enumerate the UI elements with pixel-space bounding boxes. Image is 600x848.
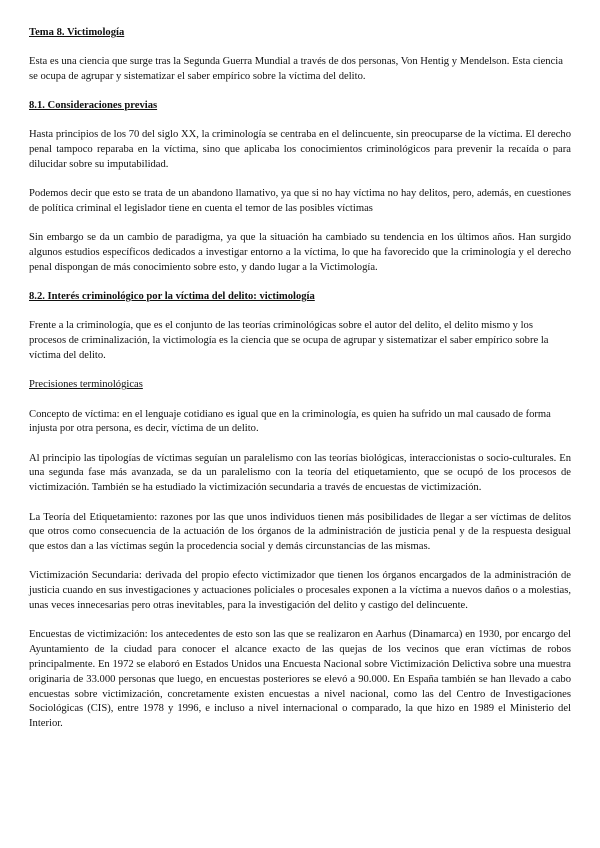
paragraph: Al principio las tipologías de víctimas seguían un paralelismo con las teorías biológicas, interaccionistas o socio-culturales. En una segunda fase más avanzada, se da un paralelismo con la teoría del etiquetamiento, que se ocupó de los procesos de victimización. También se ha estudiado la victimización secundaria a través de encuestas de victimización. [29, 452, 571, 494]
subheading-precisiones: Precisiones terminológicas [29, 379, 143, 391]
paragraph: Sin embargo se da un cambio de paradigma, ya que la situación ha cambiado su tendencia en los últimos años. Han surgido algunos estudios específicos dedicados a investigar entorno a la víctima, lo que ha favorecido que la criminología y el derecho penal dispongan de más conocimiento sobre esto, y dando lugar a la Victimología. [29, 232, 571, 273]
paragraph: Hasta principios de los 70 del siglo XX, la criminología se centraba en el delincuente, sin preocuparse de la víctima. El derecho penal tampoco reparaba en la víctima, sino que aplicaba los conocimientos criminológicos para prevenir la recaída o para dilucidar sobre su imputabilidad. [29, 129, 571, 170]
section-heading-8-1: 8.1. Consideraciones previas [29, 99, 158, 111]
document-page [29, 26, 571, 732]
paragraph: Podemos decir que esto se trata de un abandono llamativo, ya que si no hay víctima no hay delitos, pero, además, en cuestiones de política criminal el legislador tiene en cuenta el temor de las posibles víctimas [29, 188, 571, 214]
paragraph: La Teoría del Etiquetamiento: razones por las que unos individuos tienen más posibilidades de llegar a ser víctimas de delitos que otros como consecuencia de la actuación de los órganos de la administración de justicia penal y de la respuesta desigual que estos dan a las víctimas según la procedencia social y demás circunstancias de las mismas. [29, 511, 571, 553]
section-heading-8-2: 8.2. Interés criminológico por la víctima del delito: victimología [29, 291, 315, 303]
paragraph: Concepto de víctima: en el lenguaje cotidiano es igual que en la criminología, es quien ha sufrido un mal causado de forma injusta por otra persona, es decir, víctima de un delito. [29, 408, 551, 435]
paragraph: Victimización Secundaria: derivada del propio efecto victimizador que tienen los órganos encargados de la administración de justicia cuando en sus investigaciones y actuaciones policiales o procesales exponen a la víctima a nuevos daños o a molestias, unas veces innecesarias pero otras inevitables, para la investigación del delito y castigo del delincuente. [29, 570, 571, 612]
intro-paragraph: Esta es una ciencia que surge tras la Segunda Guerra Mundial a través de dos personas, Von Hentig y Mendelson. Esta ciencia se ocupa de agrupar y sistematizar el saber empírico sobre la víctima del delito. [29, 55, 563, 82]
paragraph: Frente a la criminología, que es el conjunto de las teorías criminológicas sobre el autor del delito, el delito mismo y los procesos de criminalización, la victimología es la ciencia que se ocupa de agrupar y sistematizar el saber empírico sobre la víctima del delito. [29, 320, 549, 361]
document-title: Tema 8. Victimología [29, 27, 125, 38]
paragraph: Encuestas de victimización: los antecedentes de esto son las que se realizaron en Aarhus (Dinamarca) en 1930, por encargo del Ayuntamiento de la ciudad para conocer el alcance exacto de las quejas de los vecinos que eran víctimas de robos principalmente. En 1972 se elaboró en Estados Unidos una Encuesta Nacional sobre Victimización Delictiva sobre una muestra originaria de 33.000 personas que luego, en encuestas posteriores se elevó a 90.000. En España también se han llevado a cabo encuestas sobre victimización, concretamente existen encuestas a nivel nacional, como las del Centro de Investigaciones Sociológicas (CIS), entre 1978 y 1996, e incluso a nivel internacional o comparado, la que hizo en 1989 el Ministerio del Interior. [29, 629, 571, 730]
